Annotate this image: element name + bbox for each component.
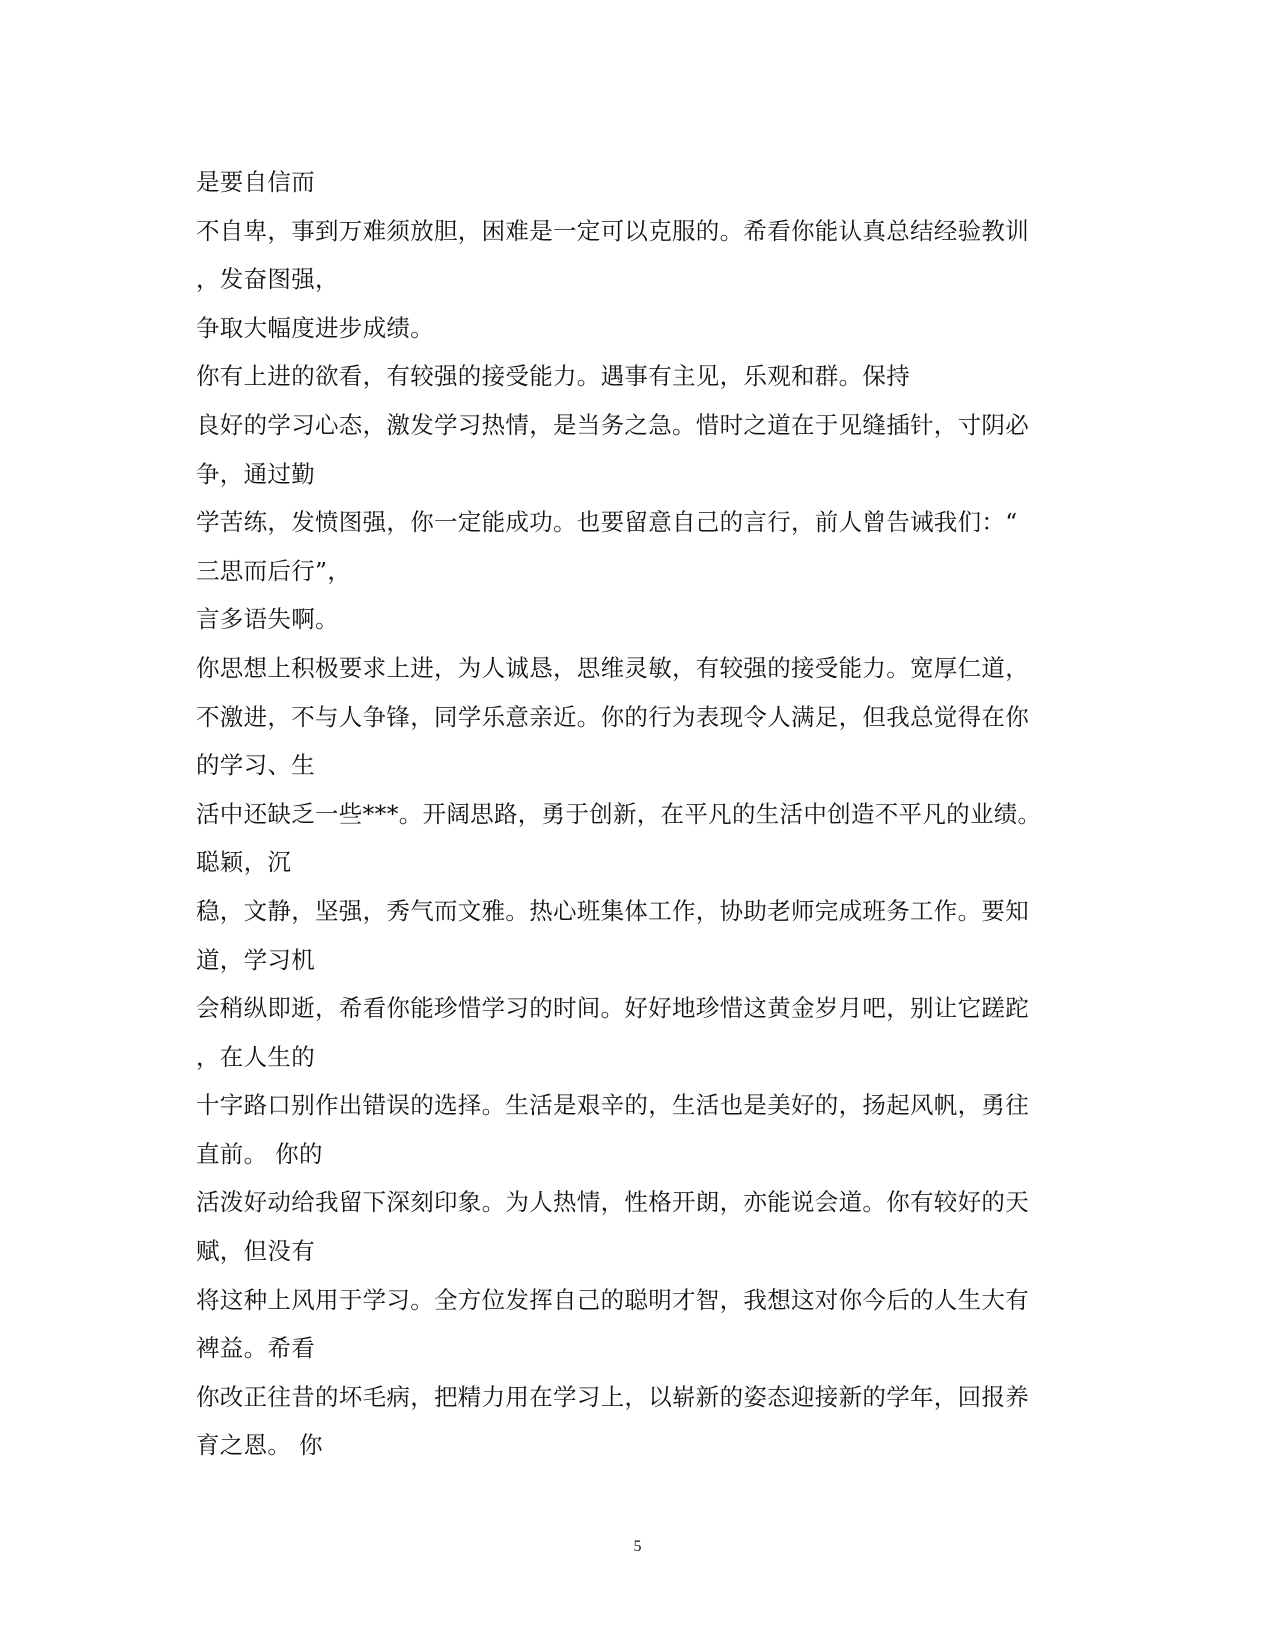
text-line: 十字路口别作出错误的选择。生活是艰辛的，生活也是美好的，扬起风帆，勇往 bbox=[196, 1091, 1029, 1120]
text-line: 的学习、生 bbox=[196, 751, 315, 780]
body-text bbox=[196, 158, 1086, 1470]
text-line: ，在人生的 bbox=[196, 1042, 315, 1071]
text-line: 三思而后行”， bbox=[196, 556, 352, 585]
text-line: 赋，但没有 bbox=[196, 1237, 315, 1266]
text-line: 育之恩。 你 bbox=[196, 1431, 323, 1460]
text-line: 聪颖，沉 bbox=[196, 848, 292, 877]
text-line: 会稍纵即逝，希看你能珍惜学习的时间。好好地珍惜这黄金岁月吧，别让它蹉跎 bbox=[196, 994, 1029, 1023]
text-line: 争，通过勤 bbox=[196, 459, 315, 488]
text-line: 将这种上风用于学习。全方位发挥自己的聪明才智，我想这对你今后的人生大有 bbox=[196, 1285, 1029, 1314]
text-line: 裨益。希看 bbox=[196, 1334, 315, 1363]
text-line: 学苦练，发愤图强，你一定能成功。也要留意自己的言行，前人曾告诫我们：“ bbox=[196, 508, 1018, 537]
text-line: 稳，文静，坚强，秀气而文雅。热心班集体工作，协助老师完成班务工作。要知 bbox=[196, 896, 1029, 925]
text-line: 不激进，不与人争锋，同学乐意亲近。你的行为表现令人满足，但我总觉得在你 bbox=[196, 702, 1029, 731]
text-line: 活泼好动给我留下深刻印象。为人热情，性格开朗，亦能说会道。你有较好的天 bbox=[196, 1188, 1029, 1217]
page-number: 5 bbox=[633, 1538, 642, 1555]
text-line: ，发奋图强， bbox=[196, 265, 339, 294]
text-line: 活中还缺乏一些***。开阔思路，勇于创新，在平凡的生活中创造不平凡的业绩。 bbox=[196, 799, 1042, 828]
text-line: 你改正往昔的坏毛病，把精力用在学习上，以崭新的姿态迎接新的学年，回报养 bbox=[196, 1382, 1029, 1411]
text-line: 言多语失啊。 bbox=[196, 605, 339, 634]
text-line: 你思想上积极要求上进，为人诚恳，思维灵敏，有较强的接受能力。宽厚仁道， bbox=[196, 653, 1029, 682]
text-line: 争取大幅度进步成绩。 bbox=[196, 313, 434, 342]
text-line: 道，学习机 bbox=[196, 945, 315, 974]
text-line: 是要自信而 bbox=[196, 168, 315, 196]
text-line: 良好的学习心态，激发学习热情，是当务之急。惜时之道在于见缝插针，寸阴必 bbox=[196, 410, 1029, 439]
text-line: 你有上进的欲看，有较强的接受能力。遇事有主见，乐观和群。保持 bbox=[196, 362, 910, 391]
text-line: 直前。 你的 bbox=[196, 1139, 323, 1168]
text-line: 不自卑，事到万难须放胆，困难是一定可以克服的。希看你能认真总结经验教训 bbox=[196, 216, 1029, 245]
